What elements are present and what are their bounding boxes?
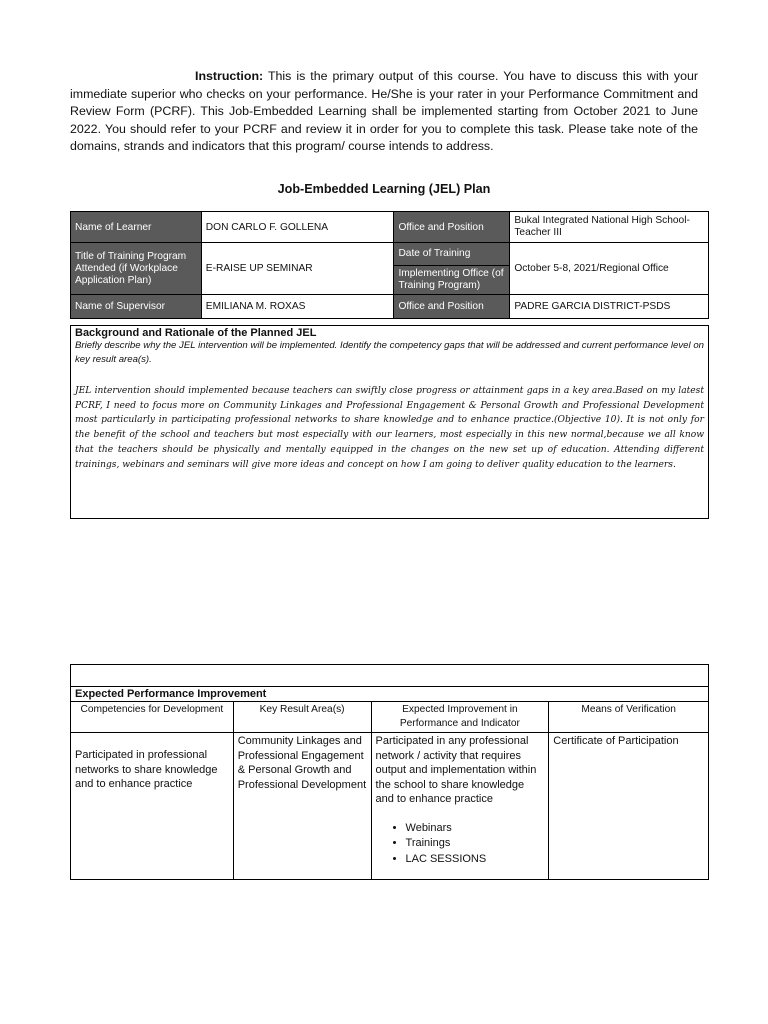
supervisor-office-value: PADRE GARCIA DISTRICT-PSDS (510, 295, 709, 319)
supervisor-label: Name of Supervisor (71, 295, 202, 319)
date-of-training-label: Date of Training (394, 243, 509, 266)
improvement-text: Participated in any professional network / activity that requires output and implementation within the school to share knowledge and to enhance practice (375, 735, 537, 806)
name-of-learner-value: DON CARLO F. GOLLENA (201, 212, 394, 243)
kra-cell: Community Linkages and Professional Engagement & Personal Growth and Professional Development (233, 733, 371, 880)
instruction-text: This is the primary output of this course. You have to discuss this with your immediate superior who checks on your performance. He/She is your rater in your Performance Commitment and Review Form (PCRF). This Job-Embedded Learning shall be implemented starting from October 2021 to June 2022. You should refer to your PCRF and review it in order for you to complete this task. Please take note of the domains, strands and indicators that this program/ course intends to address. (70, 69, 699, 154)
blank-row (71, 665, 709, 687)
supervisor-office-label: Office and Position (394, 295, 510, 319)
column-header: Key Result Area(s) (233, 702, 371, 733)
list-item: • Trainings (406, 836, 545, 852)
expected-heading: Expected Performance Improvement (71, 687, 709, 702)
office-position-label: Office and Position (394, 212, 510, 243)
instruction-paragraph (70, 68, 698, 156)
expected-performance-table (70, 664, 709, 880)
improvement-cell (371, 733, 549, 880)
list-item: • LAC SESSIONS (406, 852, 545, 868)
date-office-value: October 5-8, 2021/Regional Office (510, 243, 709, 295)
date-office-labels (394, 243, 510, 295)
background-heading: Background and Rationale of the Planned JEL (75, 327, 317, 339)
office-position-value: Bukal Integrated National High School-Teacher III (510, 212, 709, 243)
verification-cell: Certificate of Participation (549, 733, 709, 880)
bullet-list (376, 821, 545, 868)
column-header: Means of Verification (549, 702, 709, 733)
column-header: Expected Improvement in Performance and Indicator (371, 702, 549, 733)
background-instruction: Briefly describe why the JEL intervention will be implemented. Identify the competency gaps that will be addressed and current performance level on key result area(s). (75, 340, 704, 365)
list-item: • Webinars (406, 821, 545, 837)
background-body: JEL intervention should implemented because teachers can swiftly close progress or attainment gaps in a key area.Based on my latest PCRF, I need to focus more on Community Linkages and Professional Engagement & Personal Growth and Professional Development most particularly in participating professional networks to share knowledge and to enhance practice.(Objective 10). It is not only for the benefit of the school and teachers but most especially with our learners, most especially in this new normal,because we all know that the teachers should be physically and mentally equipped in the changes on the new set up of education. Attending different trainings, webinars and seminars will give more ideas and concept on how I am going to deliver quality education to the learners. (75, 386, 704, 470)
background-rationale-box (70, 325, 709, 519)
learner-info-table (70, 211, 709, 319)
competency-cell: Participated in professional networks to share knowledge and to enhance practice (71, 733, 234, 880)
training-title-value: E-RAISE UP SEMINAR (201, 243, 394, 295)
training-title-label: Title of Training Program Attended (if Workplace Application Plan) (71, 243, 202, 295)
column-header: Competencies for Development (71, 702, 234, 733)
page-title: Job-Embedded Learning (JEL) Plan (277, 182, 491, 196)
implementing-office-label: Implementing Office (of Training Program) (398, 268, 504, 291)
supervisor-value: EMILIANA M. ROXAS (201, 295, 394, 319)
name-of-learner-label: Name of Learner (71, 212, 202, 243)
instruction-label: Instruction: (195, 69, 264, 83)
